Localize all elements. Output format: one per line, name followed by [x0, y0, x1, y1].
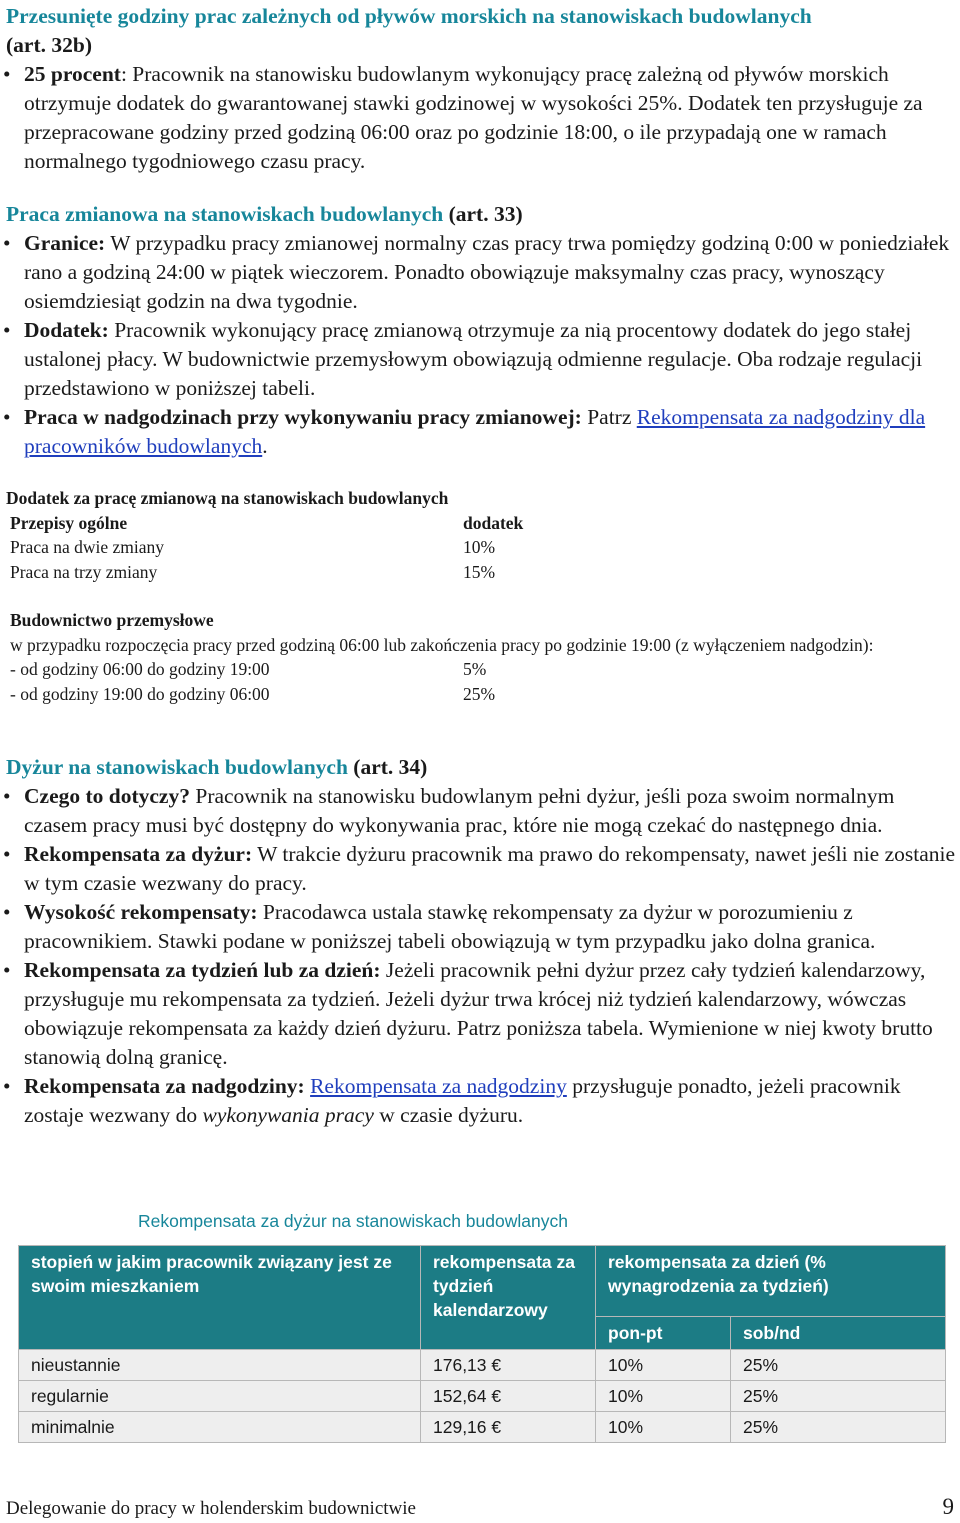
- overtime-link[interactable]: Rekompensata za nadgodziny dla pracowników budowlanych: [24, 405, 926, 458]
- table-row: regularnie 152,64 € 10% 25%: [19, 1381, 946, 1412]
- on-call-compensation-table: [18, 1245, 946, 1443]
- bullet-item: • Czego to dotyczy? Pracownik na stanowisku budowlanym pełni dyżur, jeśli poza swoim normalnym czasem pracy musi być dostępny do wykonywania prac, które nie mogą czekać do następnego dnia.: [3, 784, 895, 837]
- page-footer: Delegowanie do pracy w holenderskim budownictwie: [6, 1498, 416, 1519]
- header-weekend: sob/nd: [731, 1317, 946, 1350]
- section-heading: Przesunięte godziny prac zależnych od pływów morskich na stanowiskach budowlanych (art. 32b): [6, 4, 812, 57]
- table-row: nieustannie 176,13 € 10% 25%: [19, 1350, 946, 1381]
- overtime-compensation-link[interactable]: Rekompensata za nadgodziny: [310, 1074, 567, 1098]
- bullet-item: • Rekompensata za tydzień lub za dzień: Jeżeli pracownik pełni dyżur przez cały tydzień kalendarzowy, przysługuje mu rekompensata za tydzień. Jeżeli dyżur trwa krócej niż tydzień kalendarzowy, wówczas obowiązuje rekompensata za każdy dzień dyżuru. Patrz poniższa tabela. Wymienione w niej kwoty brutto stanowią dolną granicę.: [3, 958, 933, 1069]
- header-weekday: pon-pt: [596, 1317, 731, 1350]
- table-row: Praca na trzy zmiany 15%: [10, 561, 496, 582]
- section-heading: Dyżur na stanowiskach budowlanych (art. 34): [6, 755, 428, 779]
- industrial-note: w przypadku rozpoczęcia pracy przed godziną 06:00 lub zakończenia pracy po godzinie 19:00 (z wyłączeniem nadgodzin):: [10, 634, 874, 655]
- bullet-item: • Praca w nadgodzinach przy wykonywaniu pracy zmianowej: Patrz Rekompensata za nadgodziny dla pracowników budowlanych.: [3, 405, 926, 458]
- table-row: minimalnie 129,16 € 10% 25%: [19, 1412, 946, 1443]
- bullet-item: • Dodatek: Pracownik wykonujący pracę zmianową otrzymuje za nią procentowy dodatek do jego stałej ustalonej płacy. W budownictwie przemysłowym obowiązują odmienne regulacje. Oba rodzaje regulacji przedstawiono w poniższej tabeli.: [3, 318, 923, 400]
- table-row: - od godziny 19:00 do godziny 06:00 25%: [10, 683, 496, 704]
- table-caption: Rekompensata za dyżur na stanowiskach budowlanych: [138, 1211, 568, 1231]
- header-attachment: stopień w jakim pracownik związany jest ze swoim mieszkaniem: [19, 1246, 421, 1350]
- bullet-item: • Wysokość rekompensaty: Pracodawca ustala stawkę rekompensaty za dyżur w porozumieniu z pracownikiem. Stawki podane w poniższej tabeli obowiązują w tym przypadku jako dolna granica.: [3, 900, 876, 953]
- bullet-item: • Rekompensata za dyżur: W trakcie dyżuru pracownik ma prawo do rekompensaty, nawet jeśli nie zostanie w tym czasie wezwany do pracy.: [3, 842, 956, 895]
- header-weekly: rekompensata za tydzień kalendarzowy: [421, 1246, 596, 1350]
- table-title: Dodatek za pracę zmianową na stanowiskach budowlanych: [6, 488, 449, 508]
- industrial-title: Budownictwo przemysłowe: [10, 610, 214, 630]
- shift-supplement-table: [6, 486, 956, 584]
- section-shift-work: [3, 200, 956, 461]
- section-on-call: [3, 753, 956, 1130]
- bullet-item: • 25 procent: Pracownik na stanowisku budowlanym wykonujący pracę zależną od pływów morskich otrzymuje dodatek do gwarantowanej stawki godzinowej w wysokości 25%. Dodatek ten przysługuje za przepracowane godziny przed godziną 06:00 oraz po godzinie 18:00, o ile przypadają one w ramach normalnego tygodniowego czasu pracy.: [3, 62, 923, 173]
- industrial-construction-block: [6, 608, 956, 706]
- table-header: Przepisy ogólne dodatek: [10, 512, 524, 533]
- bullet-item: • Granice: W przypadku pracy zmianowej normalny czas pracy trwa pomiędzy godziną 0:00 w poniedziałek rano a godziną 24:00 w piątek wieczorem. Ponadto obowiązuje maksymalny czas pracy, wynoszący osiemdziesiąt godzin na dwa tygodnie.: [3, 231, 950, 313]
- section-tidal-work: [3, 2, 956, 176]
- table-row: - od godziny 06:00 do godziny 19:00 5%: [10, 659, 487, 679]
- bullet-item: • Rekompensata za nadgodziny: Rekompensata za nadgodziny przysługuje ponadto, jeżeli pracownik zostaje wezwany do wykonywania pracy w czasie dyżuru.: [3, 1074, 901, 1127]
- page-number: 9: [942, 1494, 954, 1519]
- table-row: Praca na dwie zmiany 10%: [10, 537, 496, 557]
- header-daily: rekompensata za dzień (% wynagrodzenia za tydzień): [596, 1246, 946, 1317]
- section-heading: Praca zmianowa na stanowiskach budowlanych (art. 33): [6, 202, 523, 226]
